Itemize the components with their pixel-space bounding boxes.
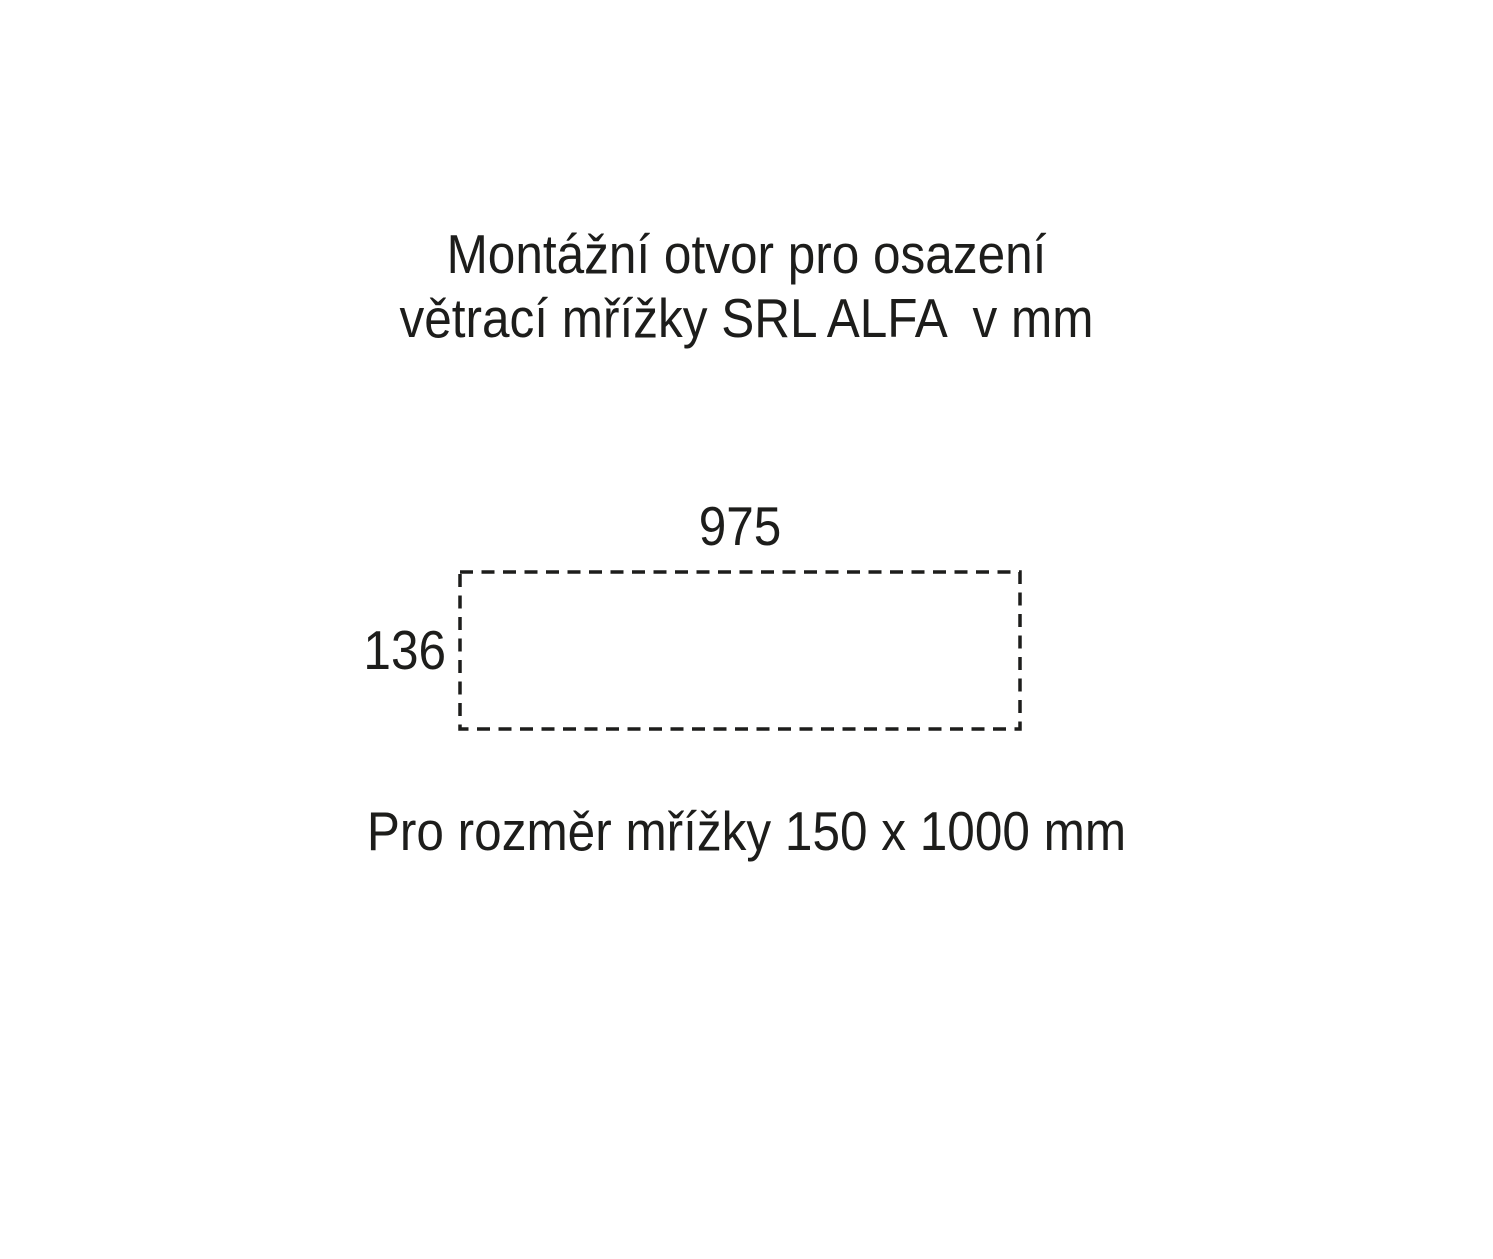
mounting-hole-outline <box>454 566 1026 736</box>
grille-size-caption: Pro rozměr mřížky 150 x 1000 mm <box>366 800 1127 862</box>
drawing-title <box>0 222 1493 350</box>
mounting-hole-dashed-rectangle <box>460 572 1020 729</box>
width-dimension-label: 975 <box>698 495 782 557</box>
drawing-title-line2: větrací mřížky SRL ALFA v mm <box>399 287 1094 349</box>
drawing-title-line1: Montážní otvor pro osazení <box>446 223 1047 285</box>
height-dimension-label: 136 <box>363 619 446 681</box>
